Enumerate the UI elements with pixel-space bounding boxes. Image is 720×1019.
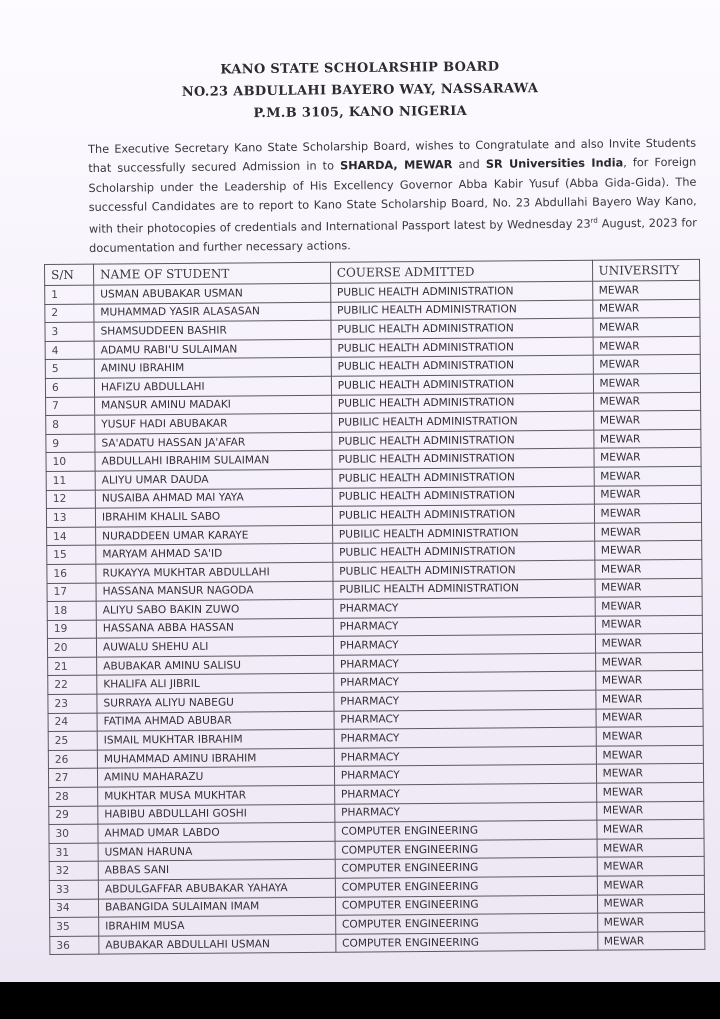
- cell-university: MEWAR: [596, 801, 704, 820]
- cell-university: MEWAR: [595, 689, 703, 708]
- cell-university: MEWAR: [593, 411, 701, 430]
- cell-sn: 35: [50, 917, 99, 936]
- cell-sn: 19: [47, 620, 96, 639]
- cell-course: PUBLIC HEALTH ADMINISTRATION: [331, 356, 593, 377]
- cell-course: PUBLIC HEALTH ADMINISTRATION: [331, 374, 593, 395]
- cell-university: MEWAR: [593, 429, 701, 448]
- cell-sn: 33: [49, 880, 98, 899]
- cell-student-name: HAFIZU ABDULLAHI: [94, 376, 331, 396]
- cell-university: MEWAR: [594, 522, 702, 541]
- cell-course: PUBILIC HEALTH ADMINISTRATION: [333, 579, 595, 600]
- cell-sn: 15: [47, 545, 96, 564]
- cell-sn: 31: [49, 843, 98, 862]
- cell-course: PHARMACY: [333, 616, 595, 637]
- cell-student-name: USMAN ABUBAKAR USMAN: [94, 283, 331, 303]
- cell-student-name: SURRAYA ALIYU NABEGU: [97, 692, 334, 712]
- cell-course: PUBILIC HEALTH ADMINISTRATION: [331, 411, 593, 432]
- cell-course: PHARMACY: [334, 746, 596, 767]
- students-table: [44, 259, 705, 956]
- cell-course: PUBLIC HEALTH ADMINISTRATION: [332, 430, 594, 451]
- cell-sn: 16: [47, 564, 96, 583]
- org-name: KANO STATE SCHOLARSHIP BOARD: [220, 59, 500, 78]
- cell-student-name: SA'ADATU HASSAN JA'AFAR: [95, 432, 332, 452]
- cell-student-name: ALIYU SABO BAKIN ZUWO: [96, 599, 333, 619]
- header-course: COUERSE ADMITTED: [330, 260, 592, 283]
- cell-university: MEWAR: [594, 485, 702, 504]
- cell-student-name: ABBAS SANI: [98, 860, 335, 880]
- cell-university: MEWAR: [594, 448, 702, 467]
- cell-sn: 4: [45, 341, 94, 360]
- cell-university: MEWAR: [593, 355, 701, 374]
- cell-student-name: NURADDEEN UMAR KARAYE: [96, 525, 333, 545]
- cell-course: PUBLIC HEALTH ADMINISTRATION: [331, 337, 593, 358]
- cell-course: PUBLIC HEALTH ADMINISTRATION: [333, 560, 595, 581]
- cell-sn: 26: [48, 750, 97, 769]
- cell-university: MEWAR: [595, 615, 703, 634]
- cell-student-name: FATIMA AHMAD ABUBAR: [97, 711, 334, 731]
- org-pmb: P.M.B 3105, KANO NIGERIA: [253, 103, 468, 122]
- cell-student-name: MANSUR AMINU MADAKI: [95, 395, 332, 415]
- cell-university: MEWAR: [595, 578, 703, 597]
- notice-text-4: August, 2023 for documentation and further necessary actions.: [89, 216, 697, 256]
- cell-university: MEWAR: [596, 782, 704, 801]
- notice-text-2: and: [452, 158, 486, 172]
- header-name: NAME OF STUDENT: [94, 262, 331, 285]
- cell-student-name: HASSANA ABBA HASSAN: [96, 618, 333, 638]
- cell-student-name: MUKHTAR MUSA MUKHTAR: [98, 785, 335, 805]
- cell-sn: 8: [46, 415, 95, 434]
- cell-sn: 10: [46, 452, 95, 471]
- cell-sn: 23: [48, 694, 97, 713]
- cell-student-name: SHAMSUDDEEN BASHIR: [94, 320, 331, 340]
- cell-sn: 7: [46, 397, 95, 416]
- cell-course: PUBLIC HEALTH ADMINISTRATION: [332, 449, 594, 470]
- cell-student-name: ABUBAKAR AMINU SALISU: [97, 655, 334, 675]
- cell-university: MEWAR: [594, 559, 702, 578]
- cell-course: PUBLIC HEALTH ADMINISTRATION: [332, 467, 594, 488]
- cell-student-name: AMINU IBRAHIM: [94, 358, 331, 378]
- cell-course: PHARMACY: [333, 597, 595, 618]
- cell-university: MEWAR: [593, 336, 701, 355]
- cell-sn: 5: [45, 359, 94, 378]
- cell-university: MEWAR: [592, 318, 700, 337]
- table-body: [45, 280, 705, 954]
- cell-sn: 21: [48, 657, 97, 676]
- cell-course: COMPUTER ENGINEERING: [335, 913, 597, 934]
- cell-university: MEWAR: [597, 894, 705, 913]
- cell-university: MEWAR: [597, 857, 705, 876]
- cell-university: MEWAR: [593, 373, 701, 392]
- cell-sn: 11: [46, 471, 95, 490]
- header-sn: S/N: [45, 264, 94, 285]
- notice-universities-2: SR Universities India: [485, 156, 624, 172]
- students-table-container: [44, 259, 705, 956]
- cell-university: MEWAR: [592, 280, 700, 299]
- cell-student-name: AHMAD UMAR LABDO: [98, 822, 335, 842]
- cell-course: PHARMACY: [334, 765, 596, 786]
- cell-student-name: ABDULGAFFAR ABUBAKAR YAHAYA: [98, 878, 335, 898]
- cell-student-name: KHALIFA ALI JIBRIL: [97, 674, 334, 694]
- cell-student-name: ADAMU RABI'U SULAIMAN: [94, 339, 331, 359]
- cell-sn: 28: [49, 787, 98, 806]
- cell-sn: 6: [45, 378, 94, 397]
- table-row: [50, 931, 705, 955]
- cell-sn: 2: [45, 304, 94, 323]
- cell-sn: 13: [46, 508, 95, 527]
- cell-student-name: NUSAIBA AHMAD MAI YAYA: [95, 488, 332, 508]
- cell-student-name: MUHAMMAD YASIR ALASASAN: [94, 302, 331, 322]
- cell-sn: 14: [47, 527, 96, 546]
- cell-course: PHARMACY: [334, 690, 596, 711]
- cell-course: PUBLIC HEALTH ADMINISTRATION: [331, 393, 593, 414]
- cell-university: MEWAR: [597, 913, 705, 932]
- header-university: UNIVERSITY: [592, 259, 700, 281]
- cell-sn: 30: [49, 824, 98, 843]
- cell-course: PHARMACY: [335, 802, 597, 823]
- cell-university: MEWAR: [597, 931, 705, 950]
- cell-course: PUBLIC HEALTH ADMINISTRATION: [331, 318, 593, 339]
- cell-course: PUBLIC HEALTH ADMINISTRATION: [332, 486, 594, 507]
- cell-sn: 12: [46, 490, 95, 509]
- notice-text-1: The Executive Secretary Kano State Scholarship Board, wishes to Congratulate and also Invite Students that successfully secured Admission in to: [88, 136, 697, 176]
- cell-university: MEWAR: [595, 634, 703, 653]
- cell-university: MEWAR: [596, 764, 704, 783]
- cell-course: COMPUTER ENGINEERING: [335, 839, 597, 860]
- cell-course: PUBLIC HEALTH ADMINISTRATION: [332, 504, 594, 525]
- cell-university: MEWAR: [594, 541, 702, 560]
- notice-universities-1: SHARDA, MEWAR: [339, 158, 453, 173]
- cell-university: MEWAR: [596, 745, 704, 764]
- cell-university: MEWAR: [596, 708, 704, 727]
- cell-university: MEWAR: [596, 820, 704, 839]
- cell-university: MEWAR: [597, 838, 705, 857]
- cell-course: PUBILIC HEALTH ADMINISTRATION: [332, 523, 594, 544]
- cell-course: PUBLIC HEALTH ADMINISTRATION: [330, 281, 592, 302]
- cell-university: MEWAR: [594, 466, 702, 485]
- cell-sn: 3: [45, 322, 94, 341]
- cell-course: PUBILIC HEALTH ADMINISTRATION: [331, 300, 593, 321]
- cell-sn: 24: [48, 713, 97, 732]
- cell-student-name: ISMAIL MUKHTAR IBRAHIM: [97, 729, 334, 749]
- cell-sn: 27: [48, 769, 97, 788]
- cell-university: MEWAR: [597, 875, 705, 894]
- cell-university: MEWAR: [595, 671, 703, 690]
- cell-course: PHARMACY: [333, 672, 595, 693]
- cell-sn: 34: [49, 899, 98, 918]
- cell-course: COMPUTER ENGINEERING: [335, 895, 597, 916]
- cell-course: COMPUTER ENGINEERING: [335, 820, 597, 841]
- cell-university: MEWAR: [595, 596, 703, 615]
- cell-sn: 20: [47, 638, 96, 657]
- cell-sn: 32: [49, 861, 98, 880]
- cell-sn: 29: [49, 806, 98, 825]
- cell-course: PHARMACY: [333, 634, 595, 655]
- cell-university: MEWAR: [596, 727, 704, 746]
- cell-sn: 36: [50, 936, 99, 955]
- cell-university: MEWAR: [593, 392, 701, 411]
- cell-course: PHARMACY: [334, 709, 596, 730]
- notice-date-suffix: rd: [590, 216, 598, 225]
- cell-course: COMPUTER ENGINEERING: [335, 858, 597, 879]
- cell-university: MEWAR: [594, 503, 702, 522]
- cell-student-name: ALIYU UMAR DAUDA: [95, 469, 332, 489]
- cell-student-name: AMINU MAHARAZU: [97, 767, 334, 787]
- cell-student-name: BABANGIDA SULAIMAN IMAM: [99, 897, 336, 917]
- cell-sn: 1: [45, 285, 94, 304]
- notice-paragraph: [88, 134, 697, 259]
- cell-sn: 18: [47, 601, 96, 620]
- cell-university: MEWAR: [595, 652, 703, 671]
- cell-course: PHARMACY: [333, 653, 595, 674]
- cell-sn: 9: [46, 434, 95, 453]
- cell-student-name: IBRAHIM MUSA: [99, 915, 336, 935]
- black-bottom-bar: [0, 982, 720, 1019]
- cell-university: MEWAR: [592, 299, 700, 318]
- cell-student-name: ABUBAKAR ABDULLAHI USMAN: [99, 934, 336, 954]
- cell-sn: 17: [47, 583, 96, 602]
- cell-student-name: RUKAYYA MUKHTAR ABDULLAHI: [96, 562, 333, 582]
- letterhead: [0, 54, 720, 128]
- cell-student-name: MARYAM AHMAD SA'ID: [96, 544, 333, 564]
- notice-text-3: , for Foreign Scholarship under the Leadership of His Excellency Governor Abba Kabir Yusuf (Abba Gida-Gida). The successful Candidates are to report to Kano State Scholarship Board, No. 23 Abdullahi Bayero Way Kano, with their photocopies of credentials and International Passport latest by Wednesday 23: [88, 155, 697, 236]
- cell-course: PHARMACY: [334, 727, 596, 748]
- org-address: NO.23 ABDULLAHI BAYERO WAY, NASSARAWA: [181, 81, 539, 100]
- cell-course: COMPUTER ENGINEERING: [336, 932, 598, 953]
- cell-student-name: AUWALU SHEHU ALI: [96, 637, 333, 657]
- cell-student-name: ABDULLAHI IBRAHIM SULAIMAN: [95, 451, 332, 471]
- cell-course: PHARMACY: [334, 783, 596, 804]
- cell-student-name: HASSANA MANSUR NAGODA: [96, 581, 333, 601]
- cell-student-name: HABIBU ABDULLAHI GOSHI: [98, 804, 335, 824]
- cell-course: PUBLIC HEALTH ADMINISTRATION: [332, 541, 594, 562]
- cell-student-name: IBRAHIM KHALIL SABO: [95, 506, 332, 526]
- cell-course: COMPUTER ENGINEERING: [335, 876, 597, 897]
- cell-sn: 22: [48, 676, 97, 695]
- cell-sn: 25: [48, 731, 97, 750]
- cell-student-name: USMAN HARUNA: [98, 841, 335, 861]
- cell-student-name: MUHAMMAD AMINU IBRAHIM: [97, 748, 334, 768]
- cell-student-name: YUSUF HADI ABUBAKAR: [95, 413, 332, 433]
